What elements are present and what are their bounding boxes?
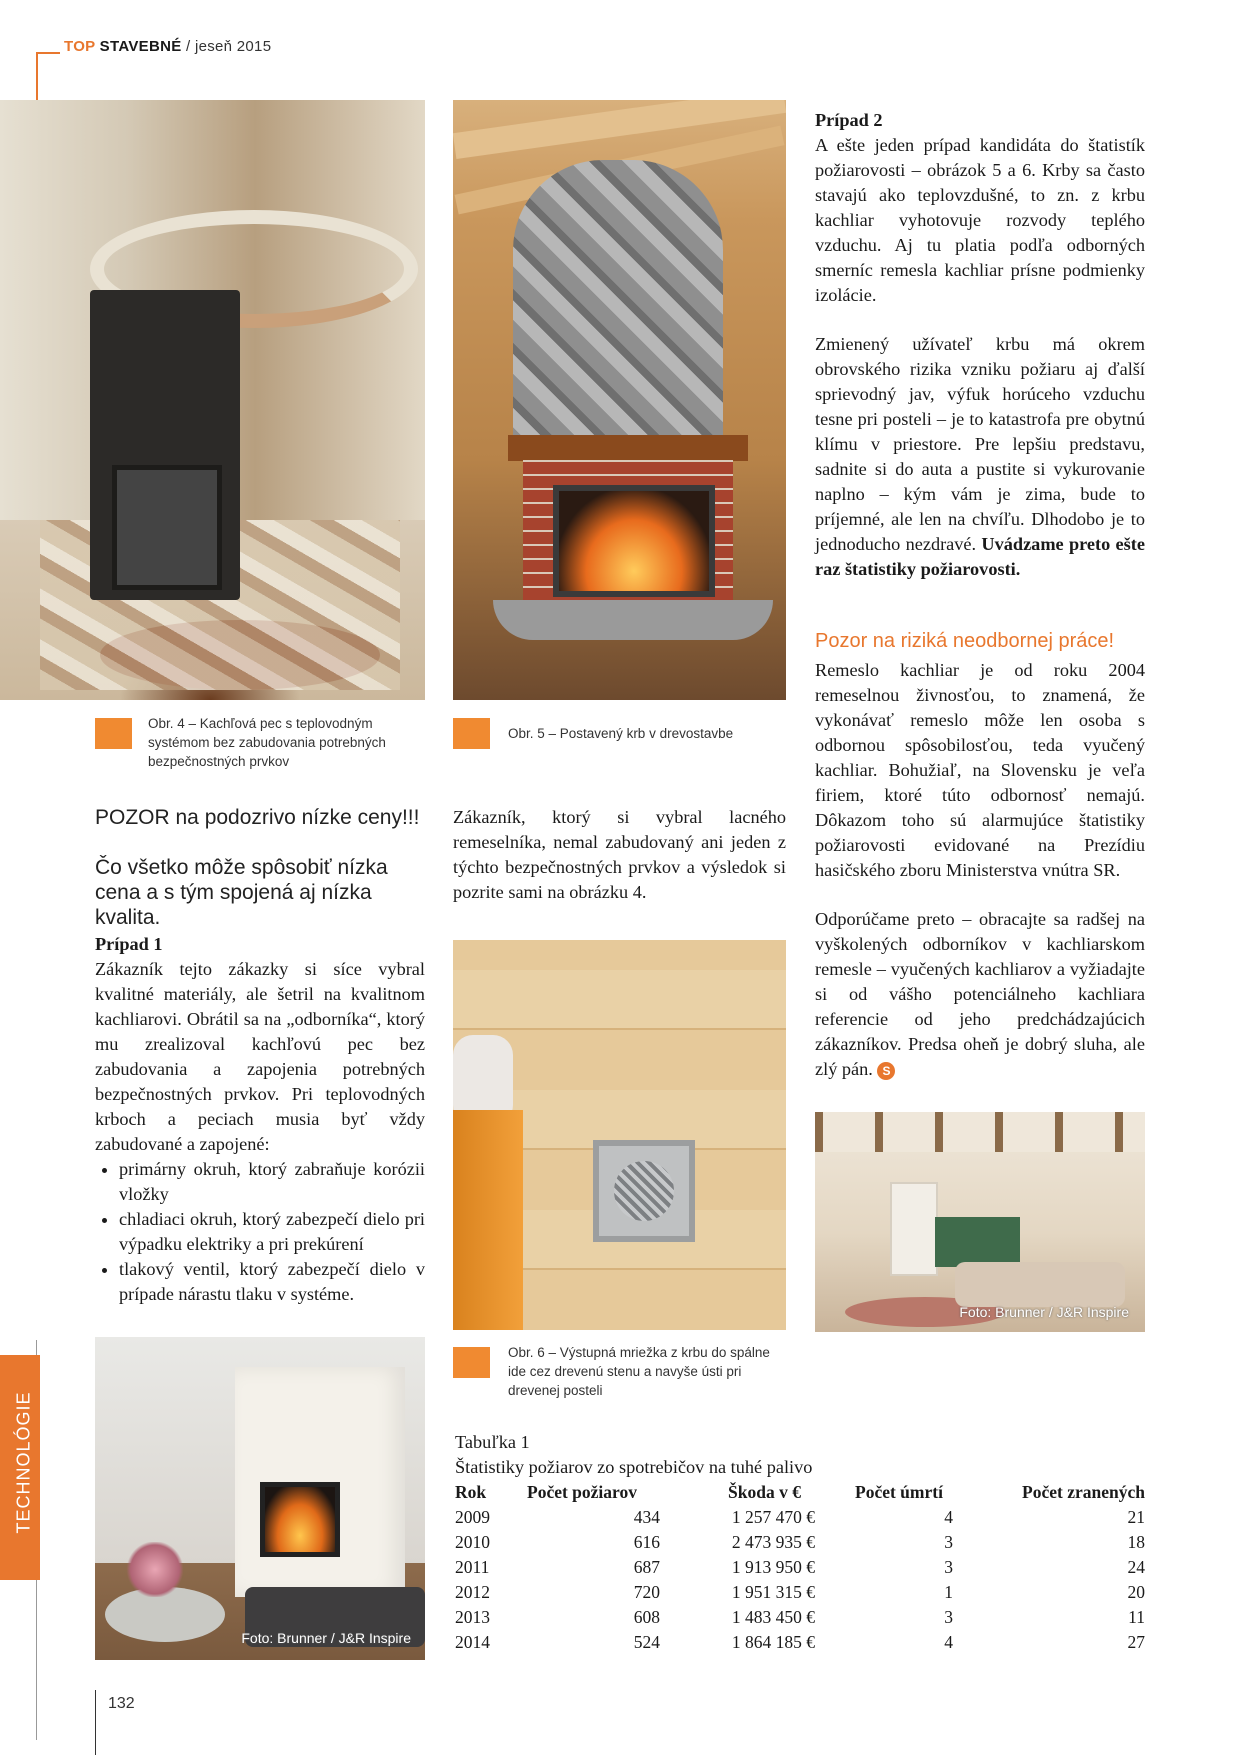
cell: 24 <box>1127 1557 1145 1577</box>
cell: 608 <box>633 1607 660 1627</box>
col-injured: Počet zranených <box>1022 1482 1145 1502</box>
cell: 4 <box>944 1632 953 1652</box>
page-number: 132 <box>108 1695 135 1712</box>
cell: 1 257 470 € <box>731 1507 815 1527</box>
caption-obr4: Obr. 4 – Kachľová pec s teplovodným systémom bez zabudovania potrebných bezpečnostných prvkov <box>148 716 386 769</box>
footer-rule <box>95 1690 96 1755</box>
cell: 720 <box>633 1582 660 1602</box>
cell: 2010 <box>455 1532 490 1552</box>
cell: 434 <box>633 1507 660 1527</box>
photo-element <box>508 435 748 461</box>
case1-text: Zákazník tejto zákazky si síce vybral kvalitné materiály, ale šetril na kvalitnom kachliarovi. Obrátil sa na „odborníka“, ktorý mu zrealizoval kachľovú pec bez zabudovania a zapojenia potrebných bezpečnostných prvkov. Pri teplovodných krboch a peciach musia byť vždy zabudované a zapojené: <box>95 959 425 1154</box>
header-magazine: STAVEBNÉ <box>99 38 182 55</box>
case2-text: A ešte jeden prípad kandidáta do štatistík požiarovosti – obrázok 5 a 6. Krby sa často stavajú ako teplovzdušné, to zn. z krbu kachliar vyhotovuje rozvody teplého vzduchu. Aj tu platia podľa odborných smerníc remesla kachliar prísne podmienky izolácie. <box>815 135 1145 305</box>
alert-low-quality: Čo všetko môže spôsobiť nízka cena a s tým spojená aj nízka kvalita. <box>95 856 388 929</box>
cell: 2012 <box>455 1582 490 1602</box>
table-label: Tabuľka 1 <box>455 1432 530 1452</box>
cell: 2 473 935 € <box>731 1532 815 1552</box>
caption-marker <box>453 1347 490 1378</box>
col-deaths: Počet úmrtí <box>855 1482 943 1502</box>
section-tab-label: TECHNOLÓGIE <box>13 1391 34 1534</box>
caption-marker <box>453 718 490 749</box>
table-row <box>455 1555 1145 1580</box>
photo-living-room-stove <box>815 1112 1145 1332</box>
caption-obr5: Obr. 5 – Postavený krb v drevostavbe <box>508 726 734 741</box>
header-top: TOP <box>64 38 96 55</box>
header-issue: jeseň 2015 <box>194 38 272 55</box>
cell: 687 <box>633 1557 660 1577</box>
photo-vent-grille <box>453 940 786 1330</box>
photo-credit-right: Foto: Brunner / J&R Inspire <box>959 1304 1129 1320</box>
cell: 3 <box>944 1532 953 1552</box>
middle-paragraph: Zákazník, ktorý si vybral lacného remeselníka, nemal zabudovaný ani jeden z týchto bezpečnostných prvkov a výsledok si pozrite sami na obrázku 4. <box>453 807 786 902</box>
photo-fireplace-wooden-house <box>453 100 786 700</box>
case2-title: Prípad 2 <box>815 110 883 130</box>
case1-block <box>95 932 425 1307</box>
cell: 3 <box>944 1557 953 1577</box>
cell: 2014 <box>455 1632 490 1652</box>
cell: 1 483 450 € <box>731 1607 815 1627</box>
table-row <box>455 1530 1145 1555</box>
photo-element <box>125 1542 185 1597</box>
cell: 21 <box>1127 1507 1145 1527</box>
alert-low-prices: POZOR na podozrivo nízke ceny!!! <box>95 806 420 829</box>
photo-damaged-stove <box>0 100 425 700</box>
cell: 524 <box>633 1632 660 1652</box>
cell: 4 <box>944 1507 953 1527</box>
col-fires: Počet požiarov <box>527 1482 637 1502</box>
table-caption <box>455 1430 1145 1480</box>
cell: 1 951 315 € <box>731 1582 815 1602</box>
table-row <box>455 1630 1145 1655</box>
paragraph-4 <box>815 907 1145 1082</box>
end-mark-icon: S <box>877 1062 895 1080</box>
cell: 2013 <box>455 1607 490 1627</box>
case1-title: Prípad 1 <box>95 934 163 954</box>
photo-element <box>955 1262 1125 1307</box>
photo-element <box>112 465 222 590</box>
cell: 616 <box>633 1532 660 1552</box>
col-damage: Škoda v € <box>728 1482 801 1502</box>
caption-obr6: Obr. 6 – Výstupná mriežka z krbu do spálne ide cez drevenú stenu a navyše ústi pri drevenej posteli <box>508 1345 770 1398</box>
running-header <box>64 38 271 55</box>
cell: 1 864 185 € <box>731 1632 815 1652</box>
paragraph-4-text: Odporúčame preto – obracajte sa radšej na vyškolených odborníkov v kachliarskom remesle – vyučených kachliarov a vyžiadajte si od vášho potenciálneho kachliara referencie od jeho predchádzajúcich zákazníkov. Predsa oheň je dobrý sluha, ale zlý pán. <box>815 909 1145 1079</box>
cell: 1 913 950 € <box>731 1557 815 1577</box>
paragraph-2-bold: Uvádzame preto ešte raz štatistiky požiarovosti. <box>815 534 1145 579</box>
cell: 18 <box>1127 1532 1145 1552</box>
table-title: Štatistiky požiarov zo spotrebičov na tuhé palivo <box>455 1457 813 1477</box>
case2-block <box>815 108 1145 308</box>
table-row <box>455 1505 1145 1530</box>
cell: 11 <box>1128 1607 1145 1627</box>
safety-elements-list <box>95 1157 425 1307</box>
col-year: Rok <box>455 1482 487 1502</box>
statistics-table <box>455 1480 1145 1655</box>
photo-element <box>553 485 715 597</box>
paragraph-3: Remeslo kachliar je od roku 2004 remeselnou živnosťou, to znamená, že vykonávať remeslo môže len osoba s odbornou spôsobilosťou, teda vyučený kachliar. Bohužiaľ, na Slovensku je veľa firiem, ktoré túto odbornosť nemajú. Dôkazom toho sú alarmujúce štatistiky požiarovosti evidované na Prezídiu hasičského zboru Ministerstva vnútra SR. <box>815 660 1145 880</box>
cell: 1 <box>944 1582 953 1602</box>
photo-element <box>890 1182 938 1276</box>
photo-element <box>493 600 773 640</box>
paragraph-2 <box>815 332 1145 582</box>
cell: 3 <box>944 1607 953 1627</box>
table-header-row <box>455 1480 1145 1505</box>
cell: 20 <box>1127 1582 1145 1602</box>
header-rule-vertical <box>36 52 38 102</box>
photo-element <box>935 1217 1020 1267</box>
cell: 2011 <box>455 1557 490 1577</box>
list-item: • tlakový ventil, ktorý zabezpečí dielo v prípade nárastu tlaku v systéme. <box>119 1257 425 1307</box>
paragraph-2-text: Zmienený užívateľ krbu má okrem obrovského rizika vzniku požiaru aj ďalší sprievodný jav, výfuk horúceho vzduchu tesne pri posteli – je to katastrofa pre obytnú klímu v priestore. Pre lepšiu predstavu, sadnite si do auta a pustite si vykurovanie naplno – kým vám je zima, bude to príjemné, ale len na chvíľu. Dlhodobo je to jednoducho nezdravé. <box>815 334 1145 554</box>
photo-element <box>815 1112 1145 1152</box>
table-row <box>455 1605 1145 1630</box>
header-separator: / <box>181 38 195 55</box>
photo-credit-left: Foto: Brunner / J&R Inspire <box>241 1630 411 1646</box>
header-rule-horizontal <box>36 52 60 54</box>
table-row <box>455 1580 1145 1605</box>
photo-element <box>453 1110 523 1330</box>
caption-marker <box>95 718 132 749</box>
photo-modern-fireplace <box>95 1337 425 1660</box>
cell: 27 <box>1127 1632 1145 1652</box>
cell: 2009 <box>455 1507 490 1527</box>
photo-element <box>260 1482 340 1557</box>
photo-element <box>513 160 723 450</box>
list-item: • primárny okruh, ktorý zabraňuje korózii vložky <box>119 1157 425 1207</box>
photo-element <box>593 1140 695 1242</box>
list-item: • chladiaci okruh, ktorý zabezpečí dielo pri výpadku elektriky a pri prekúrení <box>119 1207 425 1257</box>
subheading-risks: Pozor na riziká neodbornej práce! <box>815 630 1115 652</box>
